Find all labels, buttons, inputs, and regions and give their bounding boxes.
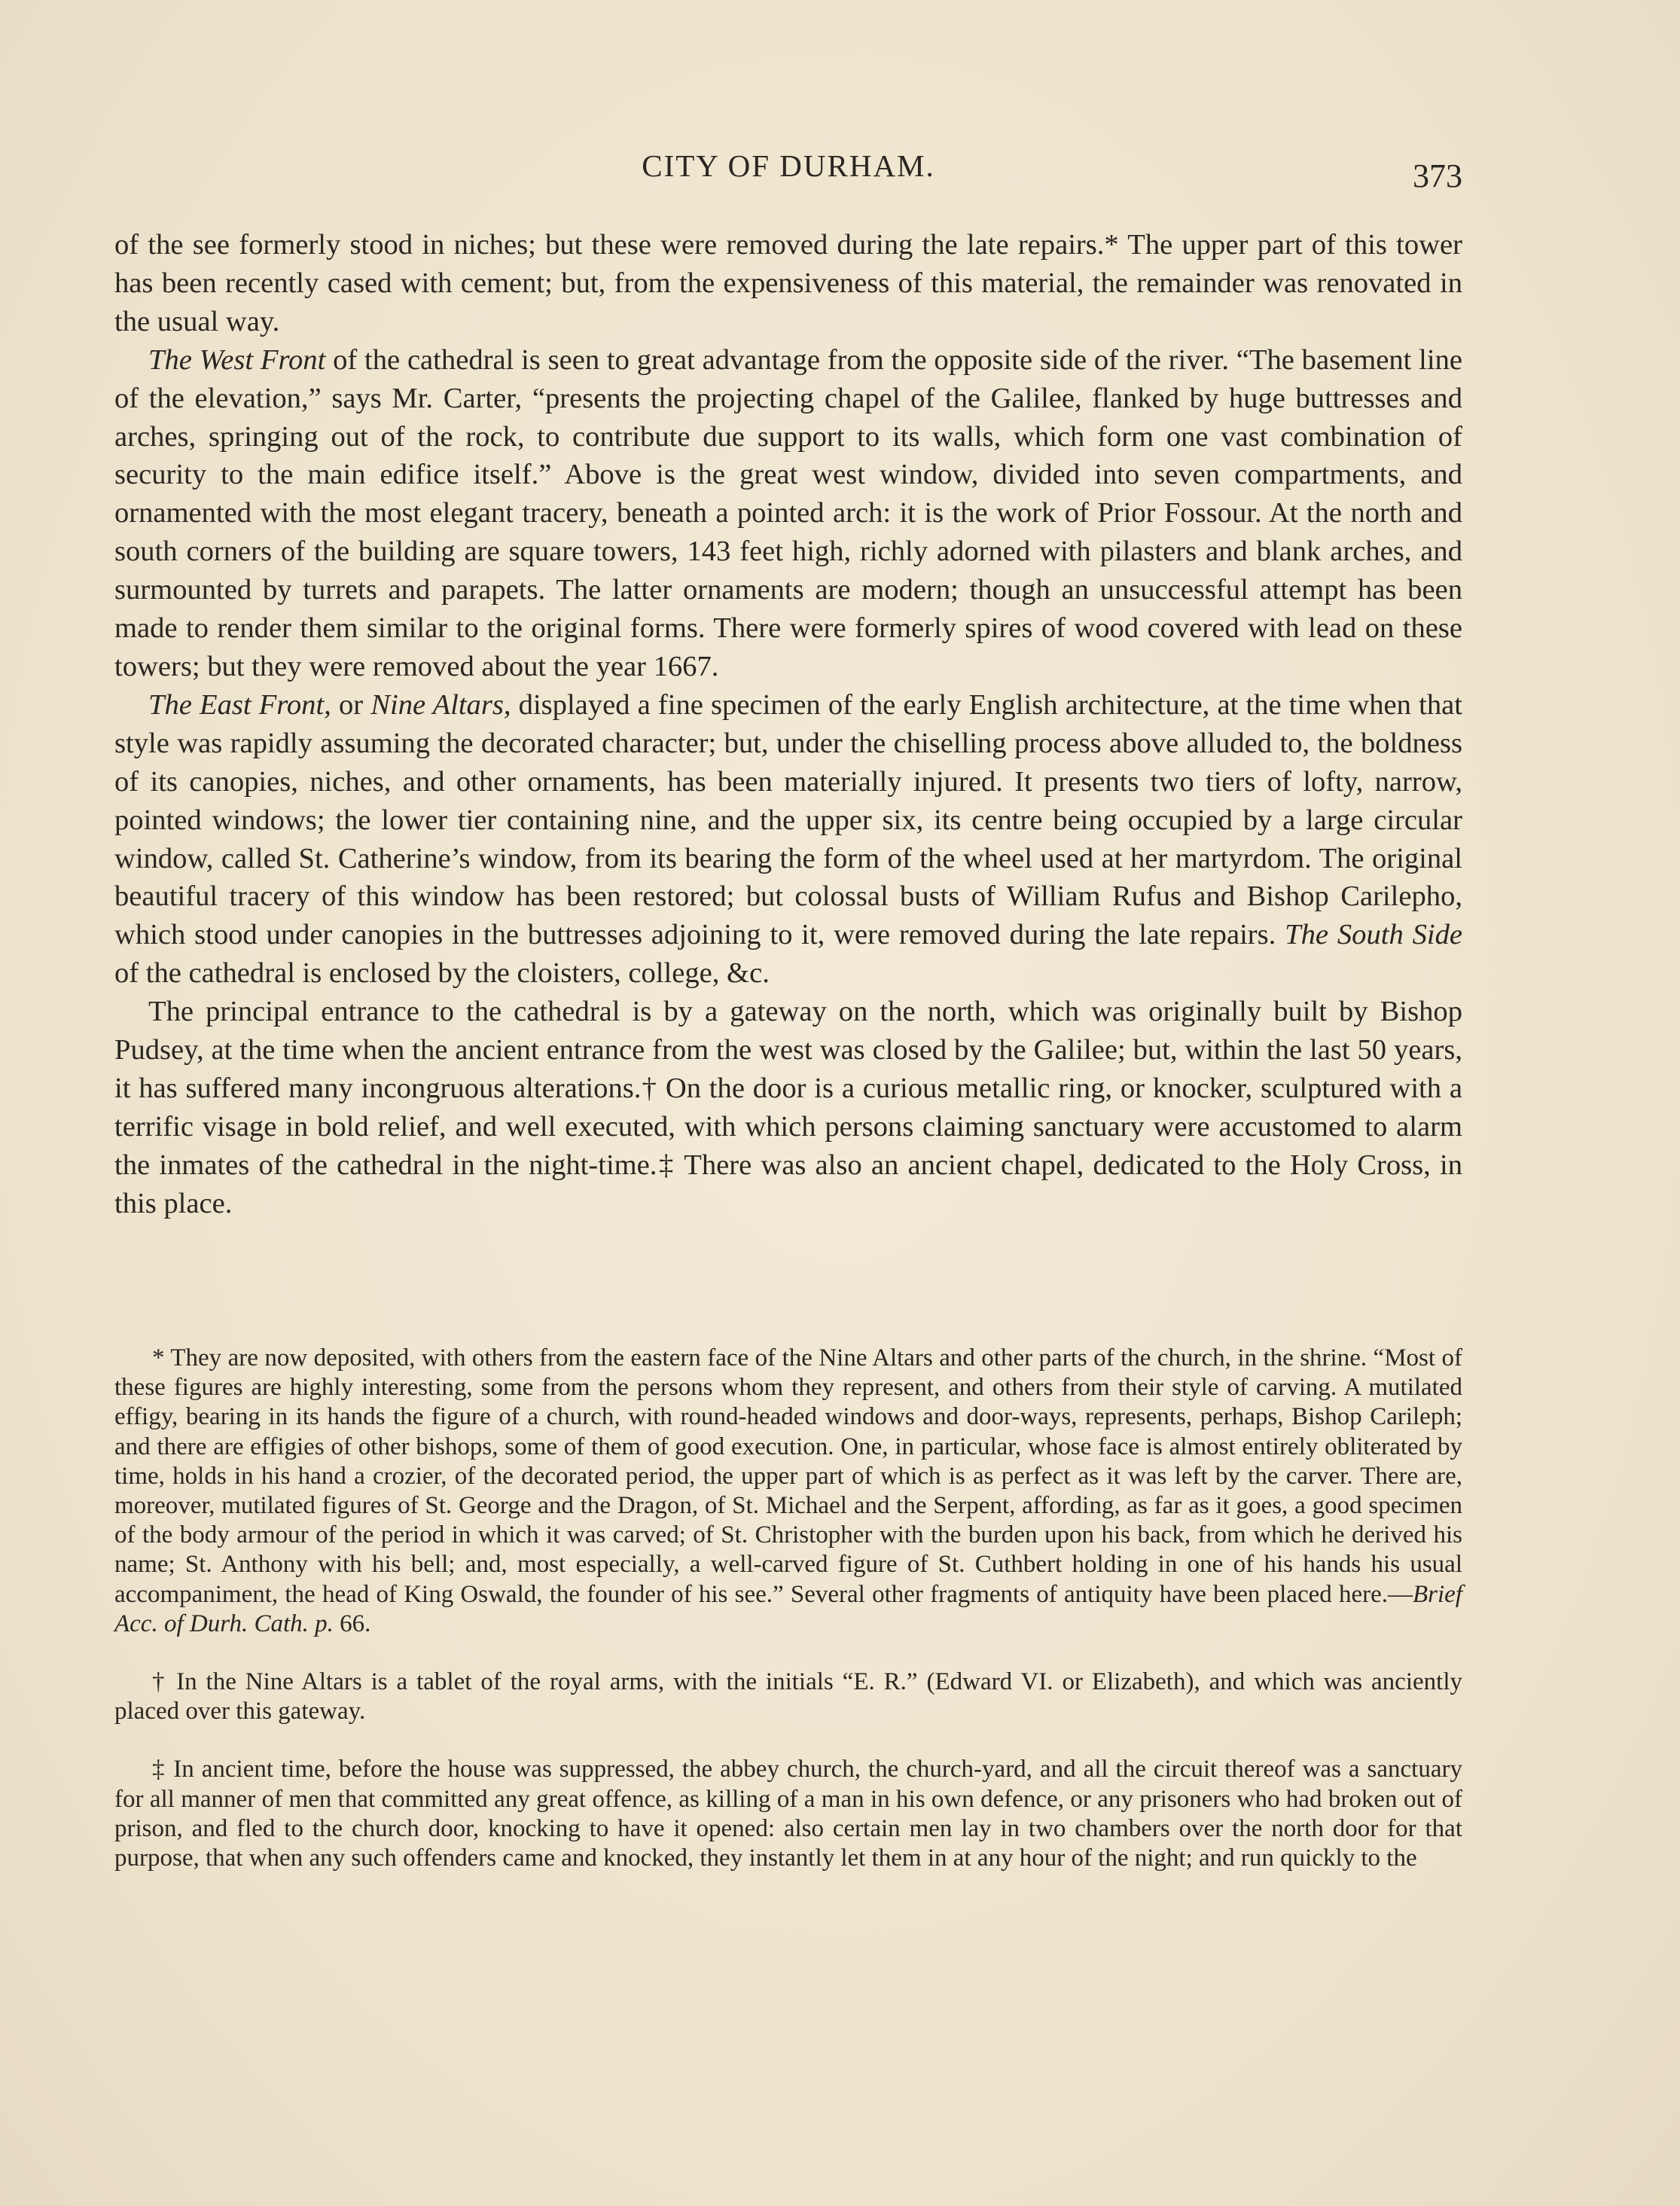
paragraph-text: The principal entrance to the cathedral is by a gateway on the north, which was originally built by Bishop Pudsey, at the time when the ancient entrance from the west was closed by the Galilee; but, within the last 50 years, it has suffered many incongruous alterations.† On the door is a curious metallic ring, or knocker, sculptured with a terrific visage in bold relief, and well executed, with which persons claiming sanctuary were accustomed to alarm the inmates of the cathedral in the night-time.‡ There was also an ancient chapel, dedicated to the Holy Cross, in this place. bbox=[114, 996, 1462, 1219]
paragraph-west-front bbox=[114, 341, 1462, 686]
footnote-citation-page: 66. bbox=[340, 1609, 371, 1637]
page-header bbox=[114, 148, 1462, 193]
footnote-text: † In the Nine Altars is a tablet of the royal arms, with the initials “E. R.” (Edward VI. or Elizabeth), and which was anciently placed over this gateway. bbox=[114, 1668, 1462, 1725]
paragraph-entrance bbox=[114, 993, 1462, 1222]
footnotes bbox=[114, 1344, 1462, 1873]
italic-heading-nine-altars: Nine Altars, bbox=[370, 688, 511, 721]
italic-heading-west-front: The West Front bbox=[148, 343, 326, 376]
footnote-2 bbox=[114, 1667, 1462, 1726]
running-title: CITY OF DURHAM. bbox=[642, 148, 935, 183]
paragraph-east-front bbox=[114, 686, 1462, 993]
paragraph-text: of the cathedral is seen to great advantage from the opposite side of the river. “The basement line of the elevation,” says Mr. Carter, “presents the projecting chapel of the Galilee, flanked by huge buttresses and arches, springing out of the rock, to contribute due support to its walls, which form one vast combination of security to the main edifice itself.” Above is the great west window, divided into seven compartments, and ornamented with the most elegant tracery, beneath a pointed arch: it is the work of Prior Fossour. At the north and south corners of the building are square towers, 143 feet high, richly adorned with pilasters and blank arches, and surmounted by turrets and parapets. The latter ornaments are modern; though an unsuccessful attempt has been made to render them similar to the original forms. There were formerly spires of wood covered with lead on these towers; but they were removed about the year 1667. bbox=[114, 343, 1462, 682]
footnote-1 bbox=[114, 1344, 1462, 1639]
footnote-citation: Brief Acc. of Durh. Cath. p. bbox=[114, 1580, 1462, 1637]
main-text bbox=[114, 226, 1462, 1223]
paragraph-text: of the cathedral is enclosed by the cloisters, college, &c. bbox=[114, 957, 770, 990]
paragraph-text: displayed a fine specimen of the early English architecture, at the time when that style was rapidly assuming the decorated character; but, under the chiselling process above alluded to, the boldness of its canopies, niches, and other ornaments, has been materially injured. It presents two tiers of lofty, narrow, pointed windows; the lower tier containing nine, and the upper six, its centre being occupied by a large circular window, called St. Catherine’s window, from its bearing the form of the wheel used at her martyrdom. The original beautiful tracery of this window has been restored; but colossal busts of William Rufus and Bishop Carilepho, which stood under canopies in the buttresses adjoining to it, were removed during the late repairs. bbox=[114, 688, 1462, 951]
footnote-text: * They are now deposited, with others from the eastern face of the Nine Altars and other parts of the church, in the shrine. “Most of these figures are highly interesting, some from the persons whom they represent, and others from their style of carving. A mutilated effigy, bearing in its hands the figure of a church, with round-headed windows and door-ways, represents, perhaps, Bishop Carileph; and there are effigies of other bishops, some of them of good execution. One, in particular, whose face is almost entirely obliterated by time, holds in his hand a crozier, of the decorated period, the upper part of which is as perfect as it was left by the carver. There are, moreover, mutilated figures of St. George and the Dragon, of St. Michael and the Serpent, affording, as far as it goes, a good specimen of the body armour of the period in which it was carved; of St. Christopher with the burden upon his back, from which he derived his name; St. Anthony with his bell; and, most especially, a well-carved figure of St. Cuthbert holding in one of his hands his usual accompaniment, the head of King Oswald, the founder of his see.” Several other fragments of antiquity have been placed here.— bbox=[114, 1344, 1462, 1608]
italic-heading-south-side: The South Side bbox=[1285, 919, 1462, 951]
paragraph-tower bbox=[114, 226, 1462, 341]
paragraph-text: of the see formerly stood in niches; but these were removed during the late repairs.* The upper part of this tower has been recently cased with cement; but, from the expensiveness of this material, the remainder was renovated in the usual way. bbox=[114, 229, 1462, 337]
page-number: 373 bbox=[1413, 157, 1462, 194]
footnote-text: ‡ In ancient time, before the house was suppressed, the abbey church, the church-yard, and all the circuit thereof was a sanctuary for all manner of men that committed any great offence, as killing of a man in his own defence, or any prisoners who had broken out of prison, and fled to the church door, knocking to have it opened: also certain men lay in two chambers over the north door for that purpose, that when any such offenders came and knocked, they instantly let them in at any hour of the night; and run quickly to the bbox=[114, 1756, 1462, 1872]
connector-text: or bbox=[338, 688, 364, 721]
italic-heading-east-front: The East Front, bbox=[148, 688, 331, 721]
footnote-3 bbox=[114, 1755, 1462, 1873]
